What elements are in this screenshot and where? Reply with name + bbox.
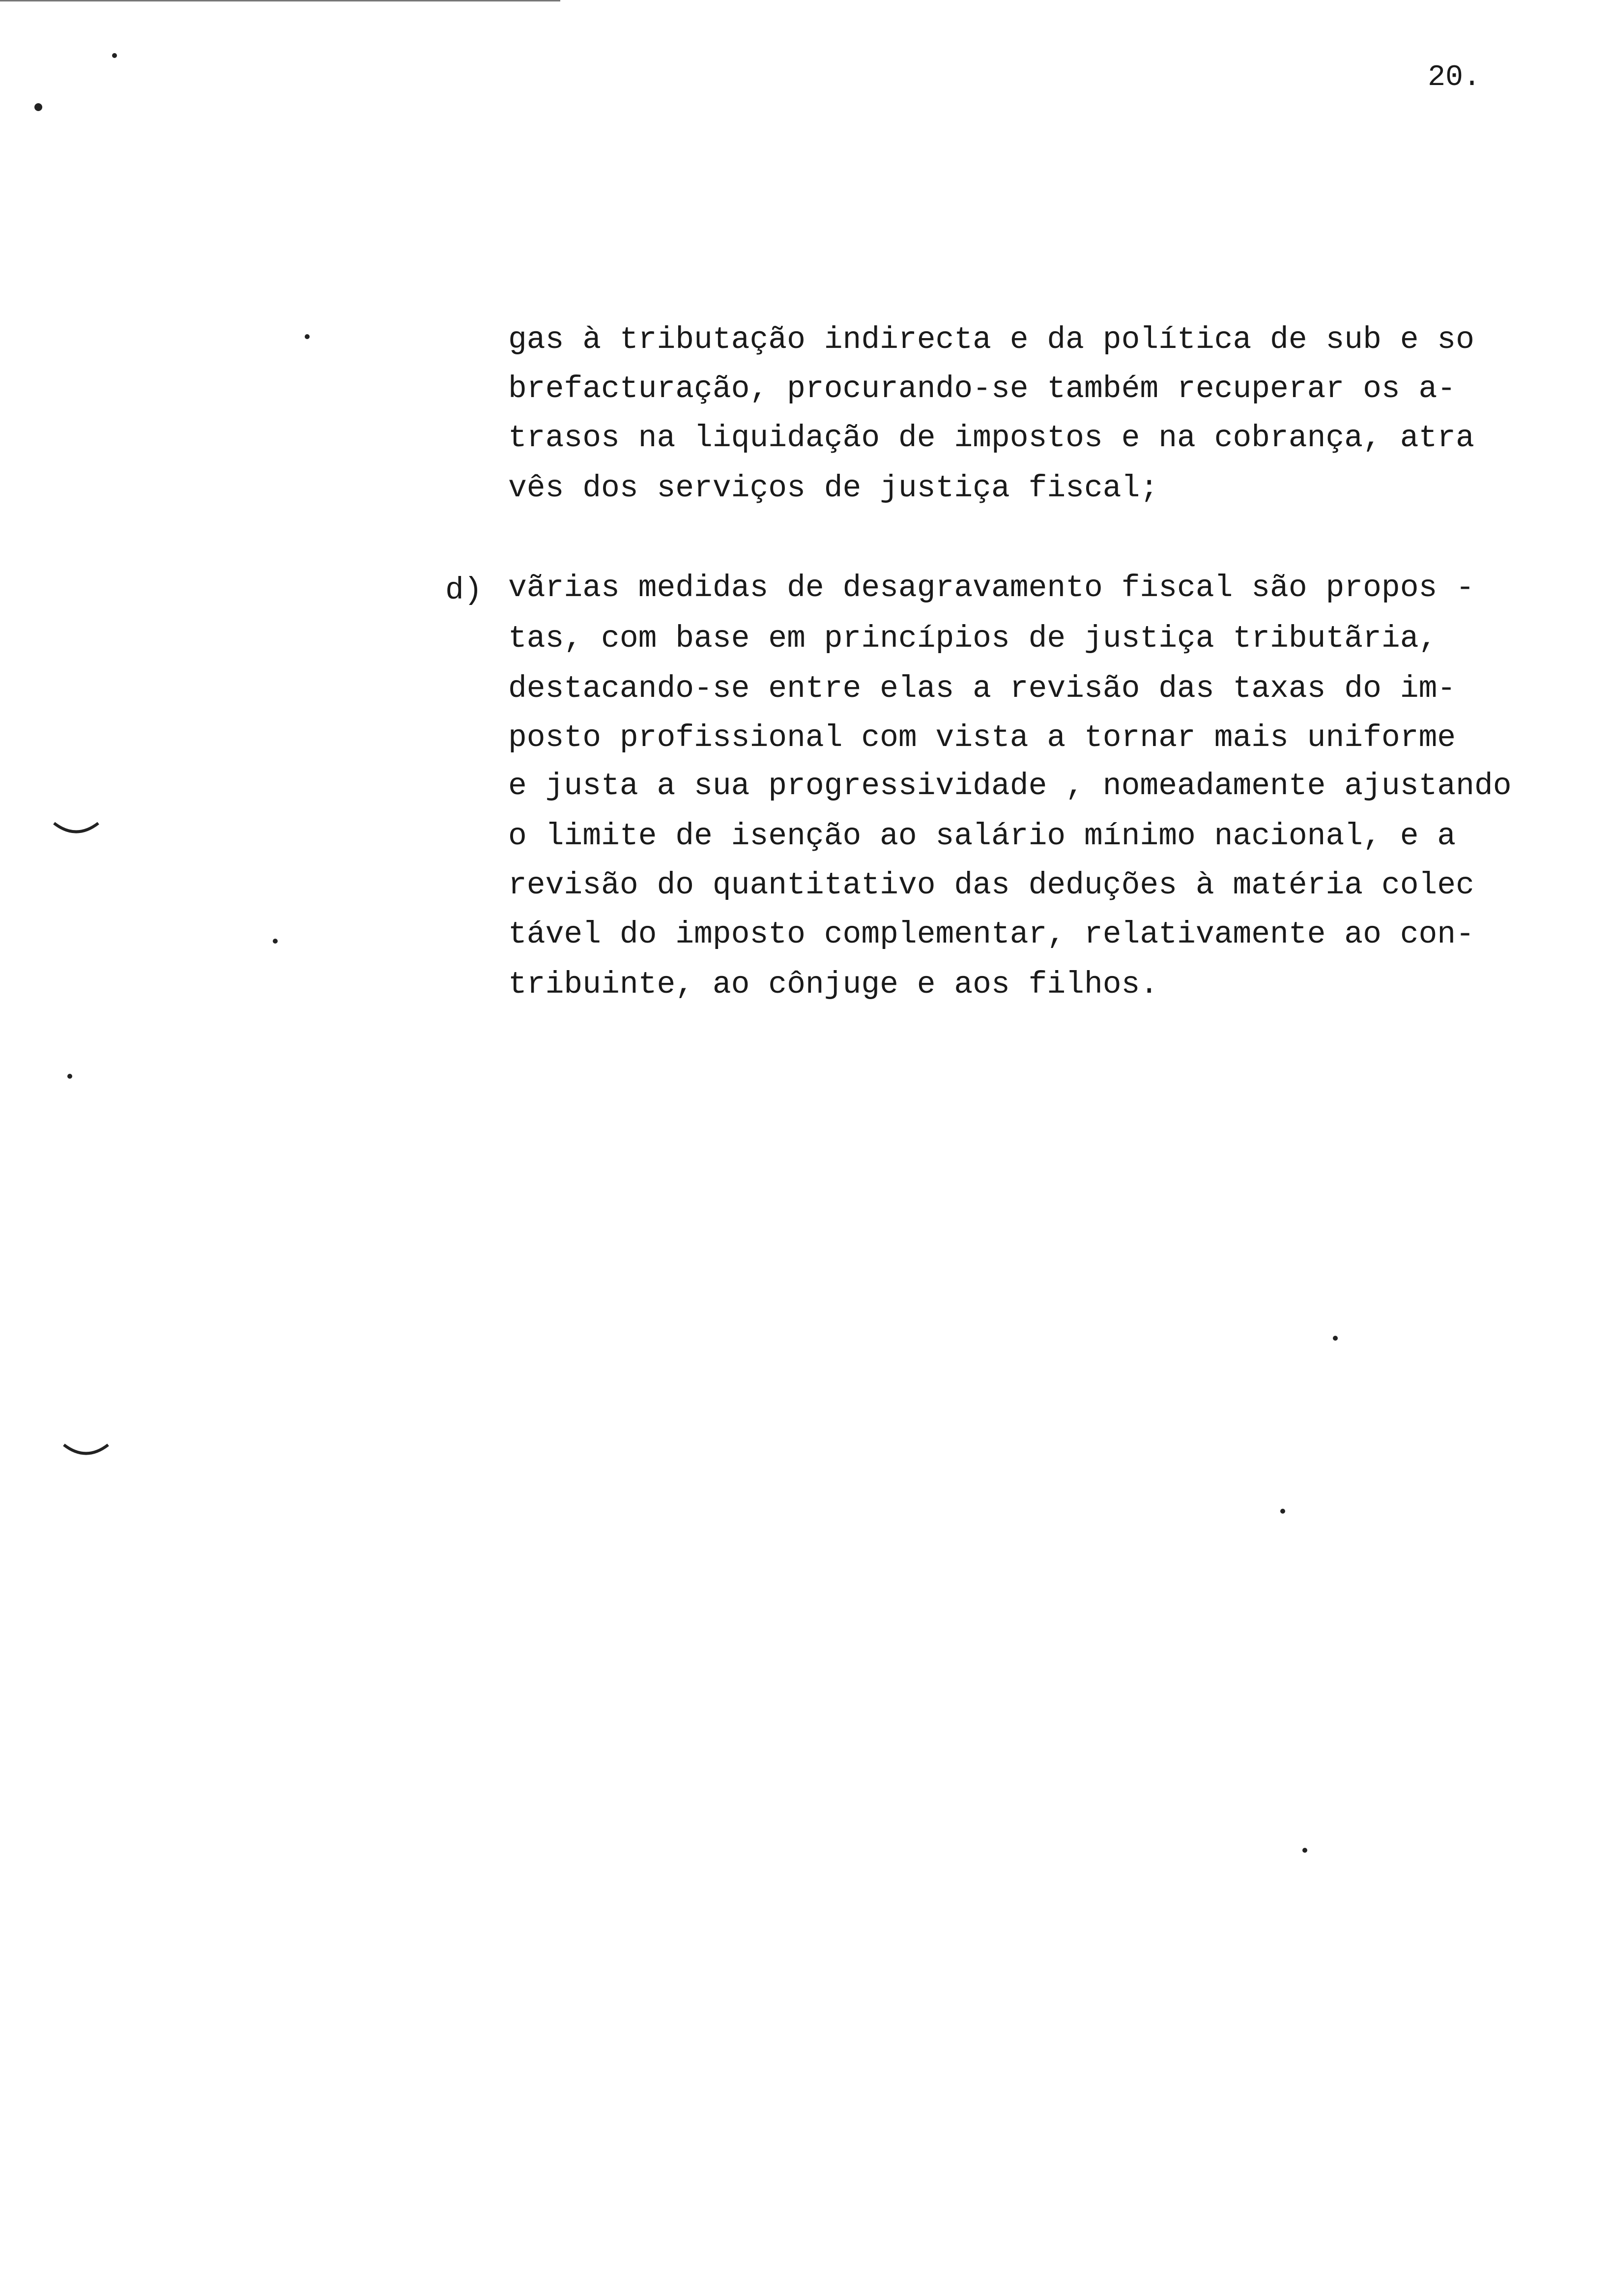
text-line: e justa a sua progressividade , nomeadamente ajustando bbox=[508, 769, 1512, 804]
list-marker: d) bbox=[445, 573, 483, 608]
scan-edge-line bbox=[0, 0, 560, 1]
text-line: posto profissional com vista a tornar mais uniforme bbox=[508, 720, 1456, 755]
text-line: revisão do quantitativo das deduções à matéria colec bbox=[508, 868, 1474, 903]
speck bbox=[112, 53, 117, 58]
speck bbox=[34, 103, 42, 111]
text-line: brefacturação, procurando-se também recuperar os a- bbox=[508, 372, 1456, 406]
speck bbox=[305, 334, 310, 339]
binding-hole-mark-lower bbox=[61, 1437, 111, 1467]
text-line: vãrias medidas de desagravamento fiscal são propos - bbox=[508, 571, 1474, 605]
speck bbox=[273, 939, 278, 944]
speck bbox=[67, 1074, 72, 1079]
speck bbox=[1333, 1336, 1338, 1341]
text-line: gas à tributação indirecta e da política de sub e so bbox=[508, 322, 1474, 357]
page-number: 20. bbox=[1428, 61, 1481, 94]
binding-hole-mark-upper bbox=[52, 816, 101, 845]
text-line: destacando-se entre elas a revisão das taxas do im- bbox=[508, 671, 1456, 706]
text-line: vês dos serviços de justiça fiscal; bbox=[508, 471, 1159, 506]
text-line: tribuinte, ao cônjuge e aos filhos. bbox=[508, 967, 1159, 1002]
text-line: tas, com base em princípios de justiça tributãria, bbox=[508, 621, 1438, 656]
text-line: tável do imposto complementar, relativamente ao con- bbox=[508, 917, 1474, 952]
speck bbox=[1302, 1848, 1307, 1853]
text-line: o limite de isenção ao salário mínimo nacional, e a bbox=[508, 819, 1456, 854]
text-line: trasos na liquidação de impostos e na cobrança, atra bbox=[508, 421, 1474, 456]
speck bbox=[1280, 1509, 1285, 1514]
